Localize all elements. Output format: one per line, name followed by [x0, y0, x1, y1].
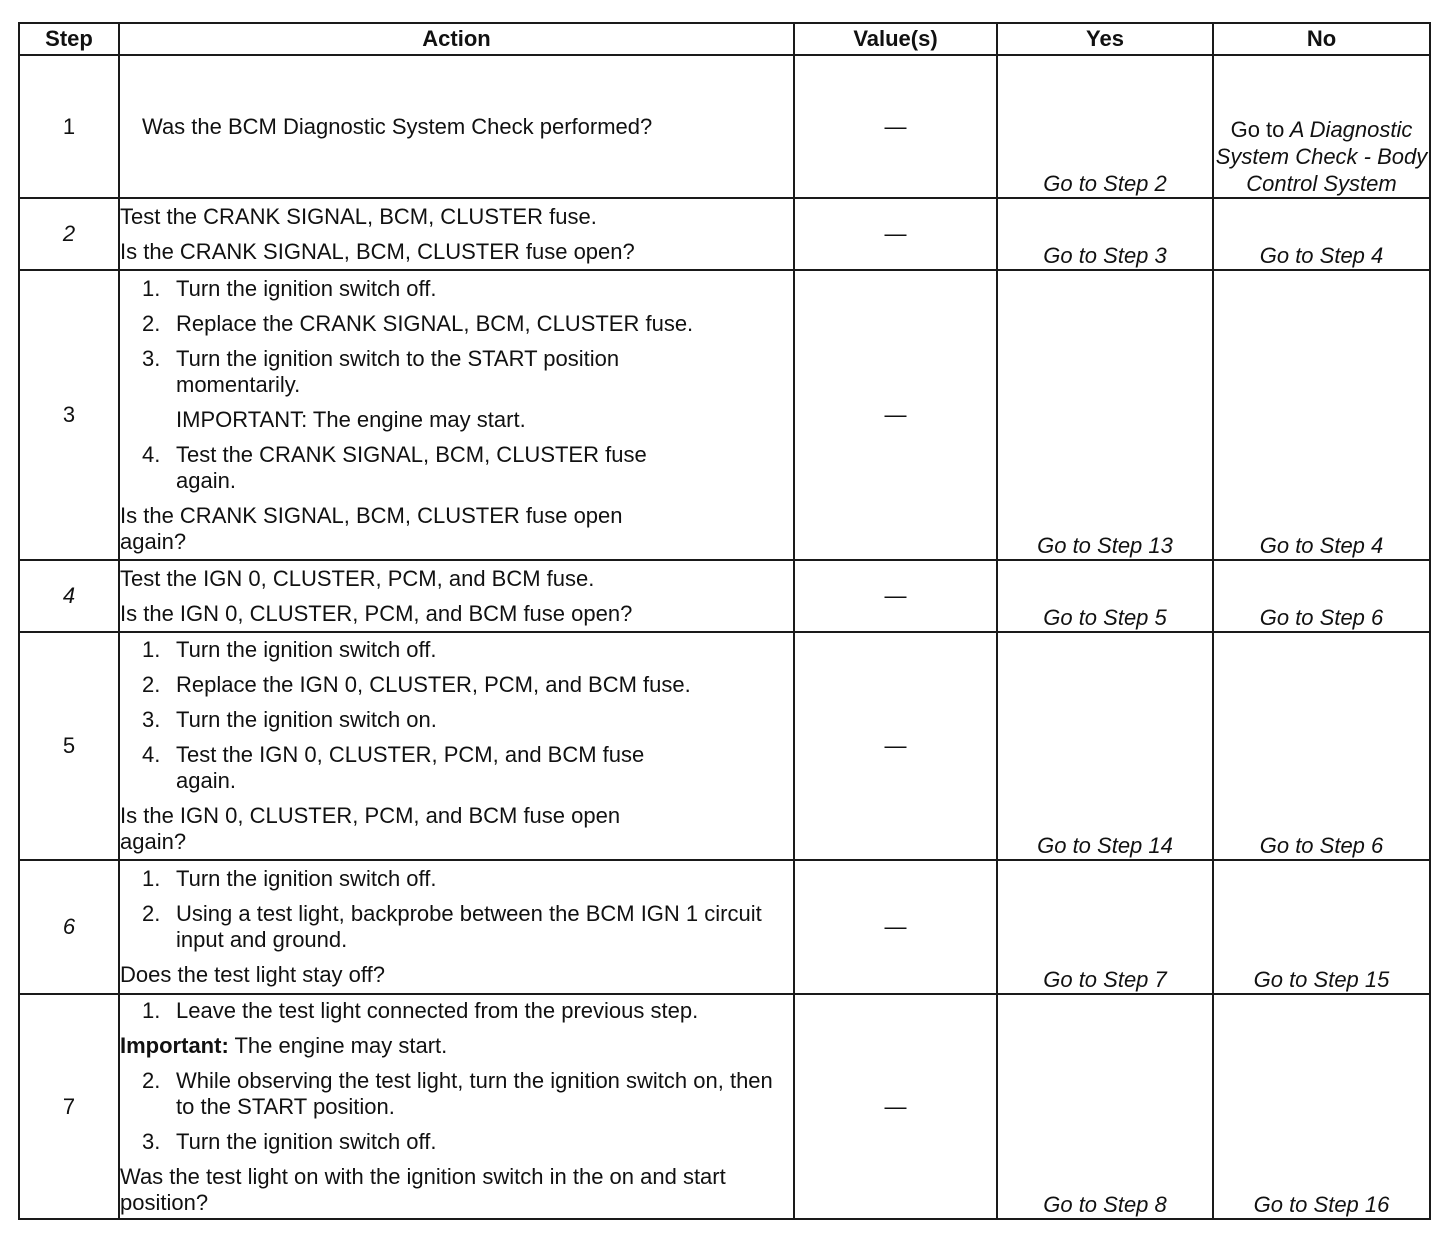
value-cell: — [794, 270, 997, 560]
no-cell [1213, 55, 1430, 198]
value-cell: — [794, 198, 997, 270]
action-cell [119, 270, 794, 560]
action-question: Does the test light stay off? [120, 962, 385, 987]
value-cell: — [794, 55, 997, 198]
no-cell: Go to Step 6 [1213, 560, 1430, 632]
table-row [19, 860, 1430, 994]
value-cell: — [794, 860, 997, 994]
step-number: 1 [19, 55, 119, 198]
yes-cell: Go to Step 14 [997, 632, 1213, 860]
no-cell: Go to Step 16 [1213, 994, 1430, 1219]
no-cell: Go to Step 15 [1213, 860, 1430, 994]
step-number: 7 [19, 994, 119, 1219]
list-item: 1. Leave the test light connected from the previous step. [142, 997, 699, 1023]
table-row [19, 632, 1430, 860]
yes-cell: Go to Step 7 [997, 860, 1213, 994]
action-cell [119, 994, 794, 1219]
list-item: 1. Turn the ignition switch off. [142, 866, 437, 891]
action-cell [119, 55, 794, 198]
action-question: Is the IGN 0, CLUSTER, PCM, and BCM fuse open again? [120, 803, 621, 854]
yes-cell: Go to Step 5 [997, 560, 1213, 632]
action-question: Was the test light on with the ignition switch in the on and start position? [120, 1163, 726, 1215]
header-action: Action [119, 23, 794, 55]
value-cell: — [794, 632, 997, 860]
action-question: Is the CRANK SIGNAL, BCM, CLUSTER fuse open? [120, 238, 635, 264]
step-number: 2 [19, 198, 119, 270]
action-question: Is the IGN 0, CLUSTER, PCM, and BCM fuse open? [120, 600, 633, 626]
step-number: 4 [19, 560, 119, 632]
list-item: 3. Turn the ignition switch on. [142, 707, 437, 732]
yes-cell: Go to Step 3 [997, 198, 1213, 270]
list-item: 2. Using a test light, backprobe between the BCM IGN 1 circuit input and ground. [142, 901, 762, 952]
action-line: Test the IGN 0, CLUSTER, PCM, and BCM fuse. [120, 565, 595, 591]
table-row [19, 198, 1430, 270]
action-question: Is the CRANK SIGNAL, BCM, CLUSTER fuse open again? [120, 502, 623, 554]
header-row [19, 23, 1430, 55]
action-cell [119, 198, 794, 270]
action-question: Was the BCM Diagnostic System Check performed? [142, 113, 653, 139]
yes-cell: Go to Step 2 [997, 55, 1213, 198]
action-cell [119, 560, 794, 632]
header-values: Value(s) [794, 23, 997, 55]
list-item: 4. Test the CRANK SIGNAL, BCM, CLUSTER fuse again. [142, 441, 647, 493]
value-cell: — [794, 994, 997, 1219]
list-item: 2. Replace the IGN 0, CLUSTER, PCM, and BCM fuse. [142, 672, 691, 697]
table-row [19, 270, 1430, 560]
step-number: 5 [19, 632, 119, 860]
yes-cell: Go to Step 8 [997, 994, 1213, 1219]
diagnostic-table [18, 22, 1431, 1220]
list-item: 2. Replace the CRANK SIGNAL, BCM, CLUSTER fuse. [142, 310, 694, 336]
header-no: No [1213, 23, 1430, 55]
table-row [19, 994, 1430, 1219]
value-cell: — [794, 560, 997, 632]
important-note: IMPORTANT: The engine may start. [176, 406, 526, 432]
list-item: 3. Turn the ignition switch off. [142, 1128, 437, 1154]
no-prefix: Go to [1230, 117, 1285, 142]
action-line: Test the CRANK SIGNAL, BCM, CLUSTER fuse. [120, 203, 597, 229]
list-item: 3. Turn the ignition switch to the START position momentarily. [142, 345, 620, 397]
yes-cell: Go to Step 13 [997, 270, 1213, 560]
list-item: 1. Turn the ignition switch off. [142, 275, 437, 301]
step-number: 3 [19, 270, 119, 560]
no-link: A Diagnostic System Check - Body Control System [1215, 117, 1428, 196]
step-number: 6 [19, 860, 119, 994]
important-note: Important: The engine may start. [120, 1032, 448, 1058]
action-cell [119, 632, 794, 860]
no-cell: Go to Step 4 [1213, 270, 1430, 560]
table-row [19, 55, 1430, 198]
action-cell [119, 860, 794, 994]
header-step: Step [19, 23, 119, 55]
table-row [19, 560, 1430, 632]
no-cell: Go to Step 4 [1213, 198, 1430, 270]
list-item: 2. While observing the test light, turn the ignition switch on, then to the START position. [142, 1067, 773, 1119]
header-yes: Yes [997, 23, 1213, 55]
list-item: 1. Turn the ignition switch off. [142, 637, 437, 662]
list-item: 4. Test the IGN 0, CLUSTER, PCM, and BCM fuse again. [142, 742, 645, 793]
no-cell: Go to Step 6 [1213, 632, 1430, 860]
